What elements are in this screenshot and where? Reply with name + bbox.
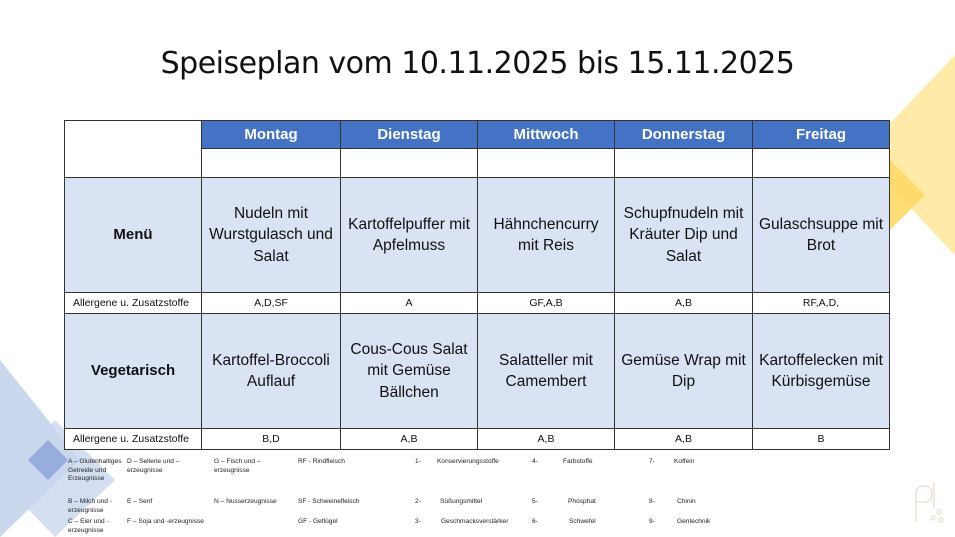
legend-number: 5- bbox=[532, 498, 538, 505]
row-label-vegetarian: Vegetarisch bbox=[65, 314, 202, 429]
allergen-cell: B bbox=[753, 429, 890, 450]
legend-e: E – Senf bbox=[127, 498, 153, 505]
legend-number: 6- bbox=[532, 518, 538, 525]
legend-text: Schwefel bbox=[569, 518, 596, 525]
legend-a: A – Glutenhaltiges Getreide und Erzeugnisse bbox=[68, 458, 122, 482]
legend-text: Konservierungsstoffe bbox=[437, 458, 499, 465]
blank-cell bbox=[615, 149, 753, 178]
legend-number: 9- bbox=[649, 518, 655, 525]
day-header: Dienstag bbox=[341, 121, 478, 149]
legend-n: N – Nusserzeugnisse bbox=[214, 498, 277, 505]
legend-gf: GF - Geflügel bbox=[298, 518, 338, 525]
legend-text: Gentechnik bbox=[677, 518, 711, 525]
legend-number: 3- bbox=[415, 518, 421, 525]
legend-number: 2- bbox=[415, 498, 421, 505]
legend-g: G – Fisch und –erzeugnisse bbox=[214, 458, 261, 474]
legend-number: 4- bbox=[532, 458, 538, 465]
corner-cell bbox=[65, 121, 202, 178]
allergens-row-vegetarian bbox=[65, 429, 890, 450]
legend-number: 8- bbox=[649, 498, 655, 505]
meal-cell: Hähnchencurry mit Reis bbox=[478, 178, 615, 293]
legend-text: Chinin bbox=[677, 498, 696, 505]
meal-cell: Cous-Cous Salat mit Gemüse Bällchen bbox=[341, 314, 478, 429]
vegetarian-row bbox=[65, 314, 890, 429]
blank-cell bbox=[202, 149, 341, 178]
row-label-menu: Menü bbox=[65, 178, 202, 293]
row-label-allergens: Allergene u. Zusatzstoffe bbox=[65, 429, 202, 450]
legend-b: B – Milch und -erzeugnisse bbox=[68, 498, 112, 514]
page-title: Speiseplan vom 10.11.2025 bis 15.11.2025 bbox=[160, 46, 795, 81]
legend-number: 7- bbox=[649, 458, 655, 465]
legend-number: 1- bbox=[415, 458, 421, 465]
legend-sf: SF - Schweinefleisch bbox=[298, 498, 360, 505]
meal-cell: Gulaschsuppe mit Brot bbox=[753, 178, 890, 293]
legend-rf: RF - Rindfleisch bbox=[298, 458, 345, 465]
menu-row bbox=[65, 178, 890, 293]
allergen-cell: GF,A,B bbox=[478, 293, 615, 314]
legend-text: Koffein bbox=[674, 458, 695, 465]
legend-f: F – Soja und -erzeugnisse bbox=[127, 518, 204, 525]
legend-text: Süßungsmittel bbox=[440, 498, 483, 505]
legend-text: Farbstoffe bbox=[563, 458, 593, 465]
day-header: Mittwoch bbox=[478, 121, 615, 149]
header-row bbox=[65, 121, 890, 149]
blank-cell bbox=[341, 149, 478, 178]
blank-cell bbox=[478, 149, 615, 178]
legend-text: Geschmacksverstärker bbox=[441, 518, 509, 525]
day-header: Donnerstag bbox=[615, 121, 753, 149]
allergen-cell: A,B bbox=[615, 293, 753, 314]
allergen-cell: A,B bbox=[341, 429, 478, 450]
logo-icon bbox=[912, 478, 946, 526]
allergen-cell: A bbox=[341, 293, 478, 314]
meal-cell: Kartoffelpuffer mit Apfelmuss bbox=[341, 178, 478, 293]
blank-cell bbox=[753, 149, 890, 178]
meal-cell: Nudeln mit Wurstgulasch und Salat bbox=[202, 178, 341, 293]
meal-cell: Salatteller mit Camembert bbox=[478, 314, 615, 429]
legend-c: C – Eier und -erzeugnisse bbox=[68, 518, 109, 534]
day-header: Montag bbox=[202, 121, 341, 149]
allergens-row-menu bbox=[65, 293, 890, 314]
meal-cell: Kartoffelecken mit Kürbisgemüse bbox=[753, 314, 890, 429]
menu-table bbox=[64, 120, 890, 450]
row-label-allergens: Allergene u. Zusatzstoffe bbox=[65, 293, 202, 314]
allergen-cell: A,B bbox=[615, 429, 753, 450]
allergen-cell: A,B bbox=[478, 429, 615, 450]
allergen-cell: RF,A,D, bbox=[753, 293, 890, 314]
allergen-cell: A,D,SF bbox=[202, 293, 341, 314]
meal-cell: Schupfnudeln mit Kräuter Dip und Salat bbox=[615, 178, 753, 293]
legend-d: D – Sellerie und –erzeugnisse bbox=[127, 458, 180, 474]
day-header: Freitag bbox=[753, 121, 890, 149]
meal-cell: Kartoffel-Broccoli Auflauf bbox=[202, 314, 341, 429]
allergen-cell: B,D bbox=[202, 429, 341, 450]
meal-cell: Gemüse Wrap mit Dip bbox=[615, 314, 753, 429]
legend-text: Phosphat bbox=[568, 498, 596, 505]
